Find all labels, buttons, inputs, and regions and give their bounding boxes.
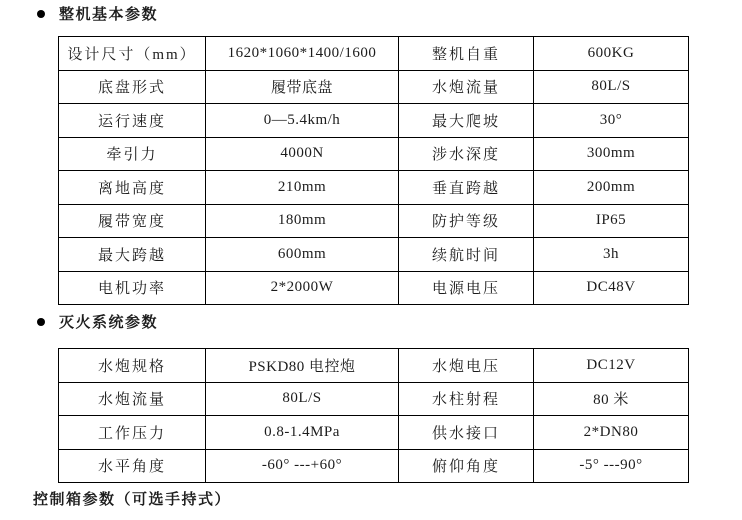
spec-value: IP65 <box>534 204 689 238</box>
spec-label: 防护等级 <box>399 204 534 238</box>
spec-label: 俯仰角度 <box>399 449 534 483</box>
spec-value: 30° <box>534 104 689 138</box>
spec-label: 水柱射程 <box>399 382 534 416</box>
spec-label: 工作压力 <box>59 416 206 450</box>
bullet-icon <box>37 10 45 18</box>
spec-value: 600mm <box>206 238 399 272</box>
spec-label: 底盘形式 <box>59 70 206 104</box>
basic-params-table <box>58 36 689 305</box>
spec-label: 水炮规格 <box>59 349 206 383</box>
spec-label: 水平角度 <box>59 449 206 483</box>
spec-label: 最大爬坡 <box>399 104 534 138</box>
spec-value: -60° ---+60° <box>206 449 399 483</box>
table-row <box>59 37 689 71</box>
spec-label: 牵引力 <box>59 137 206 171</box>
spec-value: 600KG <box>534 37 689 71</box>
spec-value: 履带底盘 <box>206 70 399 104</box>
spec-value: 180mm <box>206 204 399 238</box>
spec-value: 210mm <box>206 171 399 205</box>
section-title: 灭火系统参数 <box>59 315 159 331</box>
spec-label: 最大跨越 <box>59 238 206 272</box>
section-header-control-box-params <box>33 488 231 509</box>
spec-label: 运行速度 <box>59 104 206 138</box>
spec-label: 水炮电压 <box>399 349 534 383</box>
bullet-icon <box>37 318 45 326</box>
spec-value: 200mm <box>534 171 689 205</box>
table-row <box>59 137 689 171</box>
spec-value: 300mm <box>534 137 689 171</box>
spec-value: 3h <box>534 238 689 272</box>
section-title: 控制箱参数（可选手持式） <box>33 492 232 508</box>
spec-label: 涉水深度 <box>399 137 534 171</box>
spec-value: 80L/S <box>534 70 689 104</box>
spec-value: 80 米 <box>534 382 689 416</box>
section-header-fire-system-params <box>37 311 158 332</box>
table-row <box>59 104 689 138</box>
table-row <box>59 70 689 104</box>
table-row <box>59 449 689 483</box>
spec-label: 电源电压 <box>399 271 534 305</box>
spec-value: -5° ---90° <box>534 449 689 483</box>
table-row <box>59 382 689 416</box>
spec-value: 0.8-1.4MPa <box>206 416 399 450</box>
spec-value: PSKD80 电控炮 <box>206 349 399 383</box>
spec-value: DC48V <box>534 271 689 305</box>
spec-value: 80L/S <box>206 382 399 416</box>
spec-label: 电机功率 <box>59 271 206 305</box>
spec-value: 0—5.4km/h <box>206 104 399 138</box>
section-title: 整机基本参数 <box>59 7 159 23</box>
spec-label: 离地高度 <box>59 171 206 205</box>
spec-label: 水炮流量 <box>399 70 534 104</box>
spec-label: 水炮流量 <box>59 382 206 416</box>
spec-label: 供水接口 <box>399 416 534 450</box>
spec-value: 1620*1060*1400/1600 <box>206 37 399 71</box>
table-row <box>59 271 689 305</box>
spec-label: 垂直跨越 <box>399 171 534 205</box>
spec-value: 2*2000W <box>206 271 399 305</box>
spec-label: 整机自重 <box>399 37 534 71</box>
spec-label: 续航时间 <box>399 238 534 272</box>
spec-label: 设计尺寸（mm） <box>59 37 206 71</box>
fire-system-table <box>58 348 689 483</box>
spec-value: 4000N <box>206 137 399 171</box>
table-row <box>59 349 689 383</box>
spec-value: 2*DN80 <box>534 416 689 450</box>
table-row <box>59 171 689 205</box>
table-row <box>59 416 689 450</box>
spec-value: DC12V <box>534 349 689 383</box>
table-row <box>59 238 689 272</box>
section-header-basic-params <box>37 3 158 24</box>
spec-label: 履带宽度 <box>59 204 206 238</box>
table-row <box>59 204 689 238</box>
